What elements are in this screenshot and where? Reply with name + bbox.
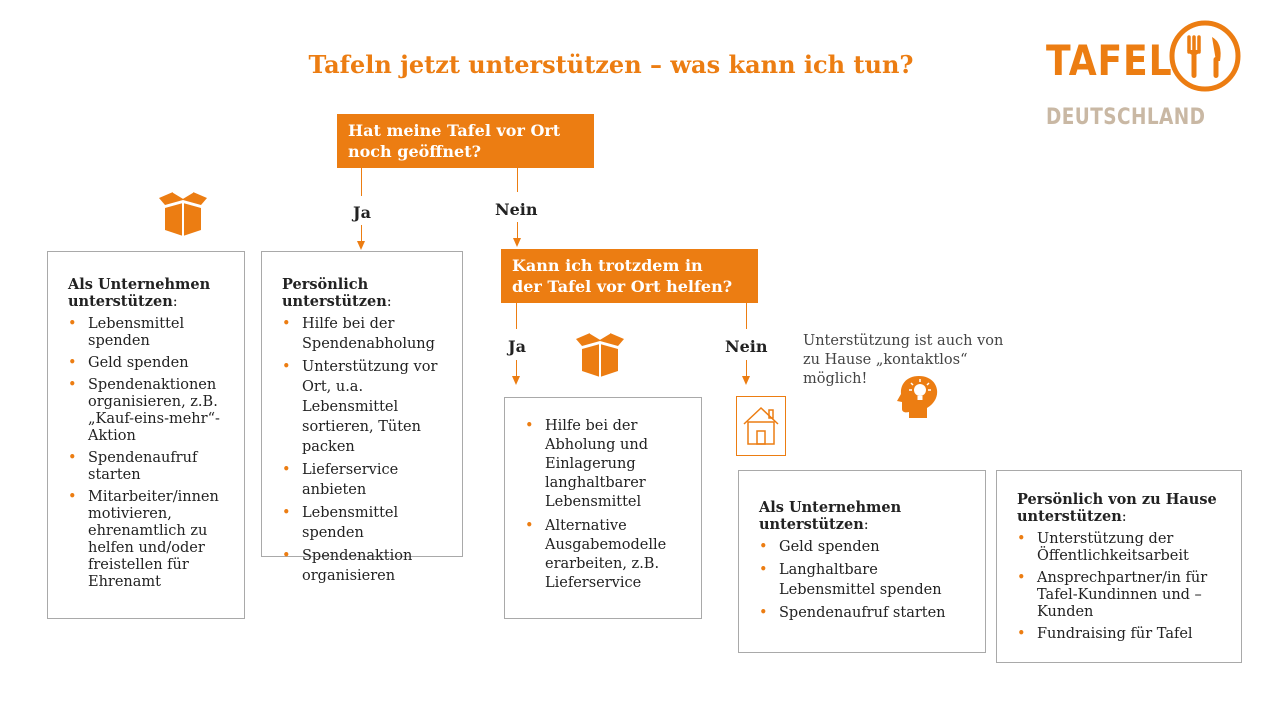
label-ja-2: Ja xyxy=(508,337,526,356)
box-help-on-site xyxy=(504,397,702,619)
arrow-ja-2 xyxy=(512,376,520,385)
box-personal-list xyxy=(282,314,456,586)
arrow-nein-2 xyxy=(742,376,750,385)
box-company-support xyxy=(47,251,245,619)
list-item: • Ansprechpartner/in für Tafel-Kundinnen und –Kunden xyxy=(1017,570,1229,621)
page-title: Tafeln jetzt unterstützen – was kann ich tun? xyxy=(308,50,914,79)
box-personal-heading: Persönlich unterstützen: xyxy=(282,276,392,310)
list-item: • Lieferservice anbieten xyxy=(282,460,456,500)
box-personal-home-heading: Persönlich von zu Hause unterstützen: xyxy=(1017,491,1217,525)
list-item: • Lebensmittel spenden xyxy=(68,316,232,350)
question-open xyxy=(337,114,594,168)
box-company-home-list xyxy=(759,537,973,623)
list-item: • Spendenaktion organisieren xyxy=(282,546,456,586)
connector-ja-1-top xyxy=(361,168,362,196)
list-item: • Spendenaufruf starten xyxy=(68,450,232,484)
question-open-line1: Hat meine Tafel vor Ort xyxy=(348,121,561,140)
arrow-nein-1 xyxy=(513,238,521,247)
list-item: • Unterstützung der Öffentlichkeitsarbeit xyxy=(1017,531,1229,565)
arrow-ja-1 xyxy=(357,241,365,250)
connector-ja-1-bottom xyxy=(361,225,362,241)
connector-nein-2-bottom xyxy=(746,360,747,376)
box-company-list xyxy=(68,316,232,591)
box-icon xyxy=(155,190,211,238)
connector-nein-2-top xyxy=(746,303,747,329)
label-nein-2: Nein xyxy=(725,337,768,356)
head-idea-icon xyxy=(897,374,939,418)
question-help-line2: der Tafel vor Ort helfen? xyxy=(512,277,733,296)
connector-nein-1-bottom xyxy=(517,222,518,238)
question-help-on-site xyxy=(501,249,758,303)
list-item: • Mitarbeiter/innen motivieren, ehrenamtlich zu helfen und/oder freistellen für Ehrenamt xyxy=(68,489,232,591)
box-personal-home xyxy=(996,470,1242,663)
list-item: • Alternative Ausgabemodelle erarbeiten, z.B. Lieferservice xyxy=(525,517,689,593)
box-company-home-heading: Als Unternehmen unterstützen: xyxy=(759,499,902,533)
list-item: • Geld spenden xyxy=(759,537,973,557)
fork-knife-circle-icon xyxy=(1168,19,1242,93)
connector-ja-2-top xyxy=(516,303,517,329)
list-item: • Fundraising für Tafel xyxy=(1017,626,1229,643)
list-item: • Spendenaufruf starten xyxy=(759,603,973,623)
box-company-home xyxy=(738,470,986,653)
list-item: • Langhaltbare Lebensmittel spenden xyxy=(759,560,973,600)
box-icon xyxy=(572,331,628,379)
box-personal-support xyxy=(261,251,463,584)
question-open-line2: noch geöffnet? xyxy=(348,142,481,161)
list-item: • Spendenaktionen organisieren, z.B. „Kauf-eins-mehr“-Aktion xyxy=(68,377,232,445)
note-contactless: Unterstützung ist auch von zu Hause „kontaktlos“ möglich! xyxy=(803,333,1004,387)
box-help-list xyxy=(525,417,689,593)
list-item: • Hilfe bei der Spendenabholung xyxy=(282,314,456,354)
label-nein-1: Nein xyxy=(495,200,538,219)
logo-subline: DEUTSCHLAND xyxy=(1046,105,1206,130)
house-icon xyxy=(736,396,786,456)
box-personal-home-list xyxy=(1017,531,1229,643)
list-item: • Lebensmittel spenden xyxy=(282,503,456,543)
question-help-line1: Kann ich trotzdem in xyxy=(512,256,703,275)
list-item: • Unterstützung vor Ort, u.a. Lebensmittel sortieren, Tüten packen xyxy=(282,357,456,457)
list-item: • Hilfe bei der Abholung und Einlagerung langhaltbarer Lebensmittel xyxy=(525,417,689,512)
label-ja-1: Ja xyxy=(353,203,371,222)
connector-nein-1-top xyxy=(517,168,518,192)
box-company-heading: Als Unternehmen unterstützen: xyxy=(68,276,211,310)
logo-wordmark: TAFEL xyxy=(1046,36,1173,85)
list-item: • Geld spenden xyxy=(68,355,232,372)
connector-ja-2-bottom xyxy=(516,360,517,376)
